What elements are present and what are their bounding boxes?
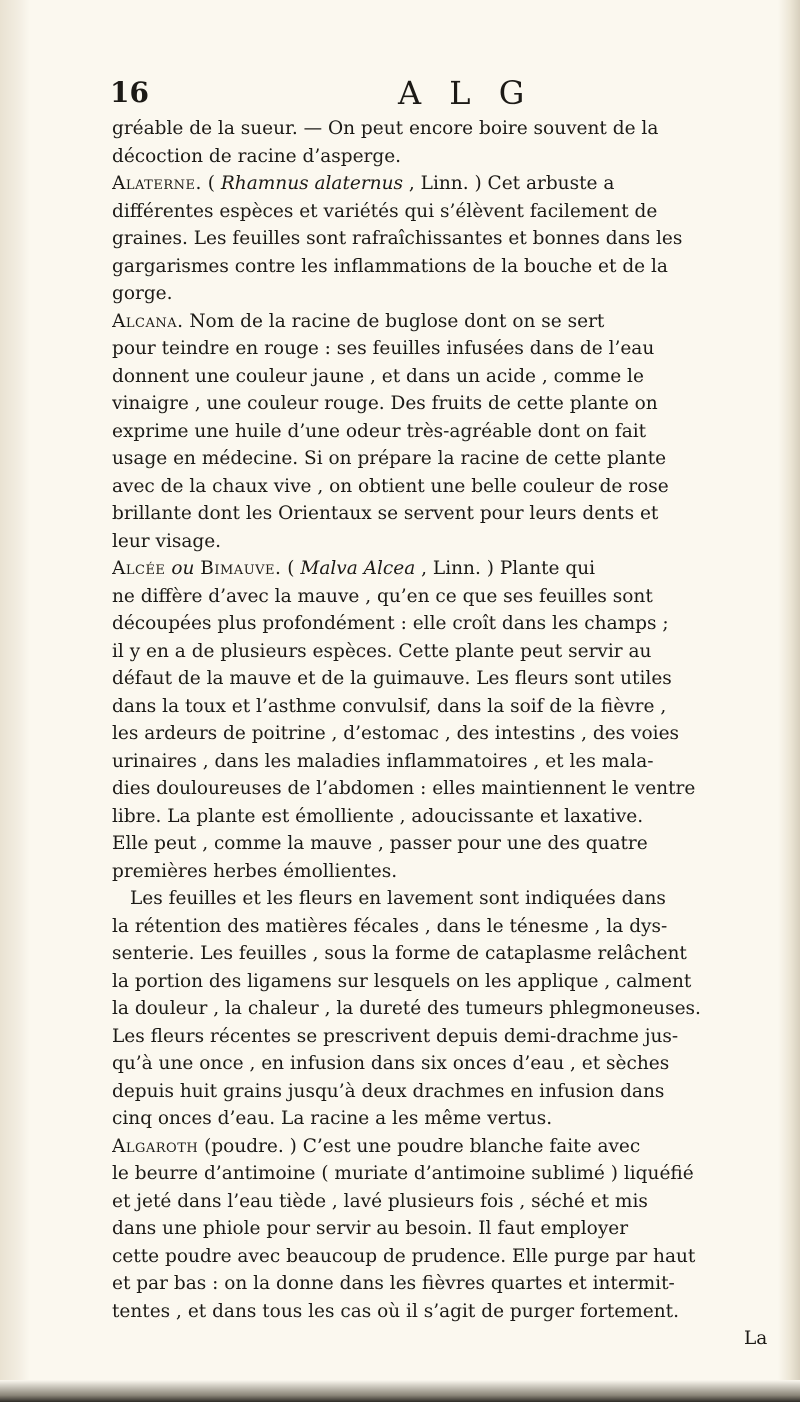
text-line [112, 528, 780, 556]
text-line [112, 858, 780, 886]
text-line [112, 1050, 780, 1078]
line-text: , Linn. ) Cet arbuste a [403, 173, 615, 194]
text-line [112, 418, 780, 446]
line-text: Les feuilles et les fleurs en lavement sont indiquées dans [130, 888, 666, 909]
text-line [112, 830, 780, 858]
text-line [112, 225, 780, 253]
text-line [112, 1105, 780, 1133]
text-line [112, 803, 780, 831]
entry-headword: Bimauve. [200, 558, 282, 579]
line-text: dies douloureuses de l’abdomen : elles maintiennent le ventre [112, 778, 696, 799]
line-text: les ardeurs de poitrine , d’estomac , des intestins , des voies [112, 723, 680, 744]
entry-headword: Alcée [112, 558, 166, 579]
italic-text: Rhamnus alaternus [220, 173, 404, 194]
text-line [112, 308, 780, 336]
line-text: Les fleurs récentes se prescrivent depuis demi-drachme jus- [112, 1025, 679, 1047]
page-left-edge [0, 0, 30, 1402]
text-line [112, 995, 780, 1023]
text-line [112, 115, 780, 143]
text-line [112, 1270, 780, 1298]
running-head [110, 76, 710, 116]
line-text: vinaigre , une couleur rouge. Des fruits de cette plante on [112, 393, 658, 414]
entry-headword: Algaroth [112, 1135, 199, 1157]
italic-text: ou [171, 558, 195, 579]
line-text: Nom de la racine de buglose dont on se sert [183, 310, 605, 332]
line-text: et jeté dans l’eau tiède , lavé plusieurs fois , séché et mis [112, 1190, 648, 1212]
text-line [112, 335, 780, 363]
text-line [112, 1023, 780, 1051]
text-body [112, 115, 780, 1353]
text-line [112, 720, 780, 748]
line-text: dans la toux et l’asthme convulsif, dans la soif de la fièvre , [112, 695, 667, 717]
line-text: la douleur , la chaleur , la dureté des tumeurs phlegmoneuses. [112, 998, 701, 1019]
italic-text: Malva Alcea [300, 558, 416, 579]
line-text: gorge. [112, 283, 173, 304]
line-text: et par bas : on la donne dans les fièvres quartes et intermit- [112, 1273, 675, 1294]
text-line [112, 1133, 780, 1161]
line-text: qu’à une once , en infusion dans six onces d’eau , et sèches [112, 1053, 670, 1074]
line-text: la portion des ligamens sur lesquels on les applique , calment [112, 970, 692, 992]
line-text: la rétention des matières fécales , dans le ténesme , la dys- [112, 915, 668, 937]
text-line [112, 885, 780, 913]
text-line [112, 280, 780, 308]
text-line [112, 390, 780, 418]
line-text: graines. Les feuilles sont rafraîchissantes et bonnes dans les [112, 228, 683, 249]
line-text: La [744, 1328, 768, 1349]
text-line [112, 363, 780, 391]
line-text: senterie. Les feuilles , sous la forme de cataplasme relâchent [112, 943, 687, 964]
text-line [112, 638, 780, 666]
text-line [112, 1078, 780, 1106]
text-line [112, 1188, 780, 1216]
line-text: brillante dont les Orientaux se servent pour leurs dents et [112, 503, 659, 524]
text-line [112, 968, 780, 996]
line-text: découpées plus profondément : elle croît dans les champs ; [112, 613, 669, 634]
text-line [112, 940, 780, 968]
line-text: le beurre d’antimoine ( muriate d’antimoine sublimé ) liquéfié [112, 1163, 694, 1184]
line-text: exprime une huile d’une odeur très-agréable dont on fait [112, 420, 647, 442]
line-text: gargarismes contre les inflammations de la bouche et de la [112, 255, 668, 277]
text-line [112, 665, 780, 693]
page-number: 16 [110, 76, 149, 109]
text-line [112, 913, 780, 941]
line-text: libre. La plante est émolliente , adoucissante et laxative. [112, 805, 644, 827]
line-text: Elle peut , comme la mauve , passer pour une des quatre [112, 833, 648, 854]
line-text: leur visage. [112, 530, 222, 552]
running-head-title: A L G [398, 74, 534, 112]
text-line [112, 775, 780, 803]
text-line [112, 253, 780, 281]
text-line [112, 473, 780, 501]
line-text: pour teindre en rouge : ses feuilles infusées dans de l’eau [112, 338, 655, 359]
text-line [112, 1160, 780, 1188]
text-line [112, 1215, 780, 1243]
text-line [112, 610, 780, 638]
line-text: il y en a de plusieurs espèces. Cette plante peut servir au [112, 640, 652, 662]
text-line [112, 693, 780, 721]
line-text: gréable de la sueur. — On peut encore boire souvent de la [112, 118, 659, 139]
line-text: usage en médecine. Si on prépare la racine de cette plante [112, 448, 667, 469]
line-text: urinaires , dans les maladies inflammatoires , et les mala- [112, 750, 654, 772]
text-line [112, 1298, 780, 1326]
line-text: premières herbes émollientes. [112, 860, 398, 882]
entry-headword: Alcana. [112, 310, 184, 332]
line-text: différentes espèces et variétés qui s’élèvent facilement de [112, 200, 658, 222]
line-text: ne diffère d’avec la mauve , qu’en ce que ses feuilles sont [112, 585, 653, 607]
line-text: cette poudre avec beaucoup de prudence. Elle purge par haut [112, 1245, 696, 1267]
line-text: , Linn. ) Plante qui [415, 558, 596, 579]
line-text: donnent une couleur jaune , et dans un acide , comme le [112, 365, 644, 387]
text-line [112, 143, 780, 171]
line-text: défaut de la mauve et de la guimauve. Les fleurs sont utiles [112, 668, 672, 689]
line-text: décoction de racine d’asperge. [112, 145, 402, 167]
line-text: ( [281, 558, 301, 579]
text-line [112, 500, 780, 528]
text-line [112, 583, 780, 611]
text-line [112, 555, 780, 583]
text-line [112, 445, 780, 473]
text-line [112, 1243, 780, 1271]
catchword [112, 1325, 780, 1353]
entry-headword: Alaterne. [112, 173, 202, 194]
text-line [112, 198, 780, 226]
line-text: depuis huit grains jusqu’à deux drachmes en infusion dans [112, 1080, 665, 1102]
line-text: (poudre. ) C’est une poudre blanche faite avec [198, 1135, 641, 1157]
line-text: cinq onces d’eau. La racine a les même vertus. [112, 1108, 553, 1129]
line-text: ( [201, 173, 221, 194]
line-text: dans une phiole pour servir au besoin. Il faut employer [112, 1218, 629, 1239]
line-text: avec de la chaux vive , on obtient une belle couleur de rose [112, 475, 669, 497]
text-line [112, 170, 780, 198]
text-line [112, 748, 780, 776]
line-text: tentes , et dans tous les cas où il s’agit de purger fortement. [112, 1300, 679, 1322]
page-right-edge [778, 0, 800, 1402]
page-bottom-edge [0, 1380, 800, 1402]
